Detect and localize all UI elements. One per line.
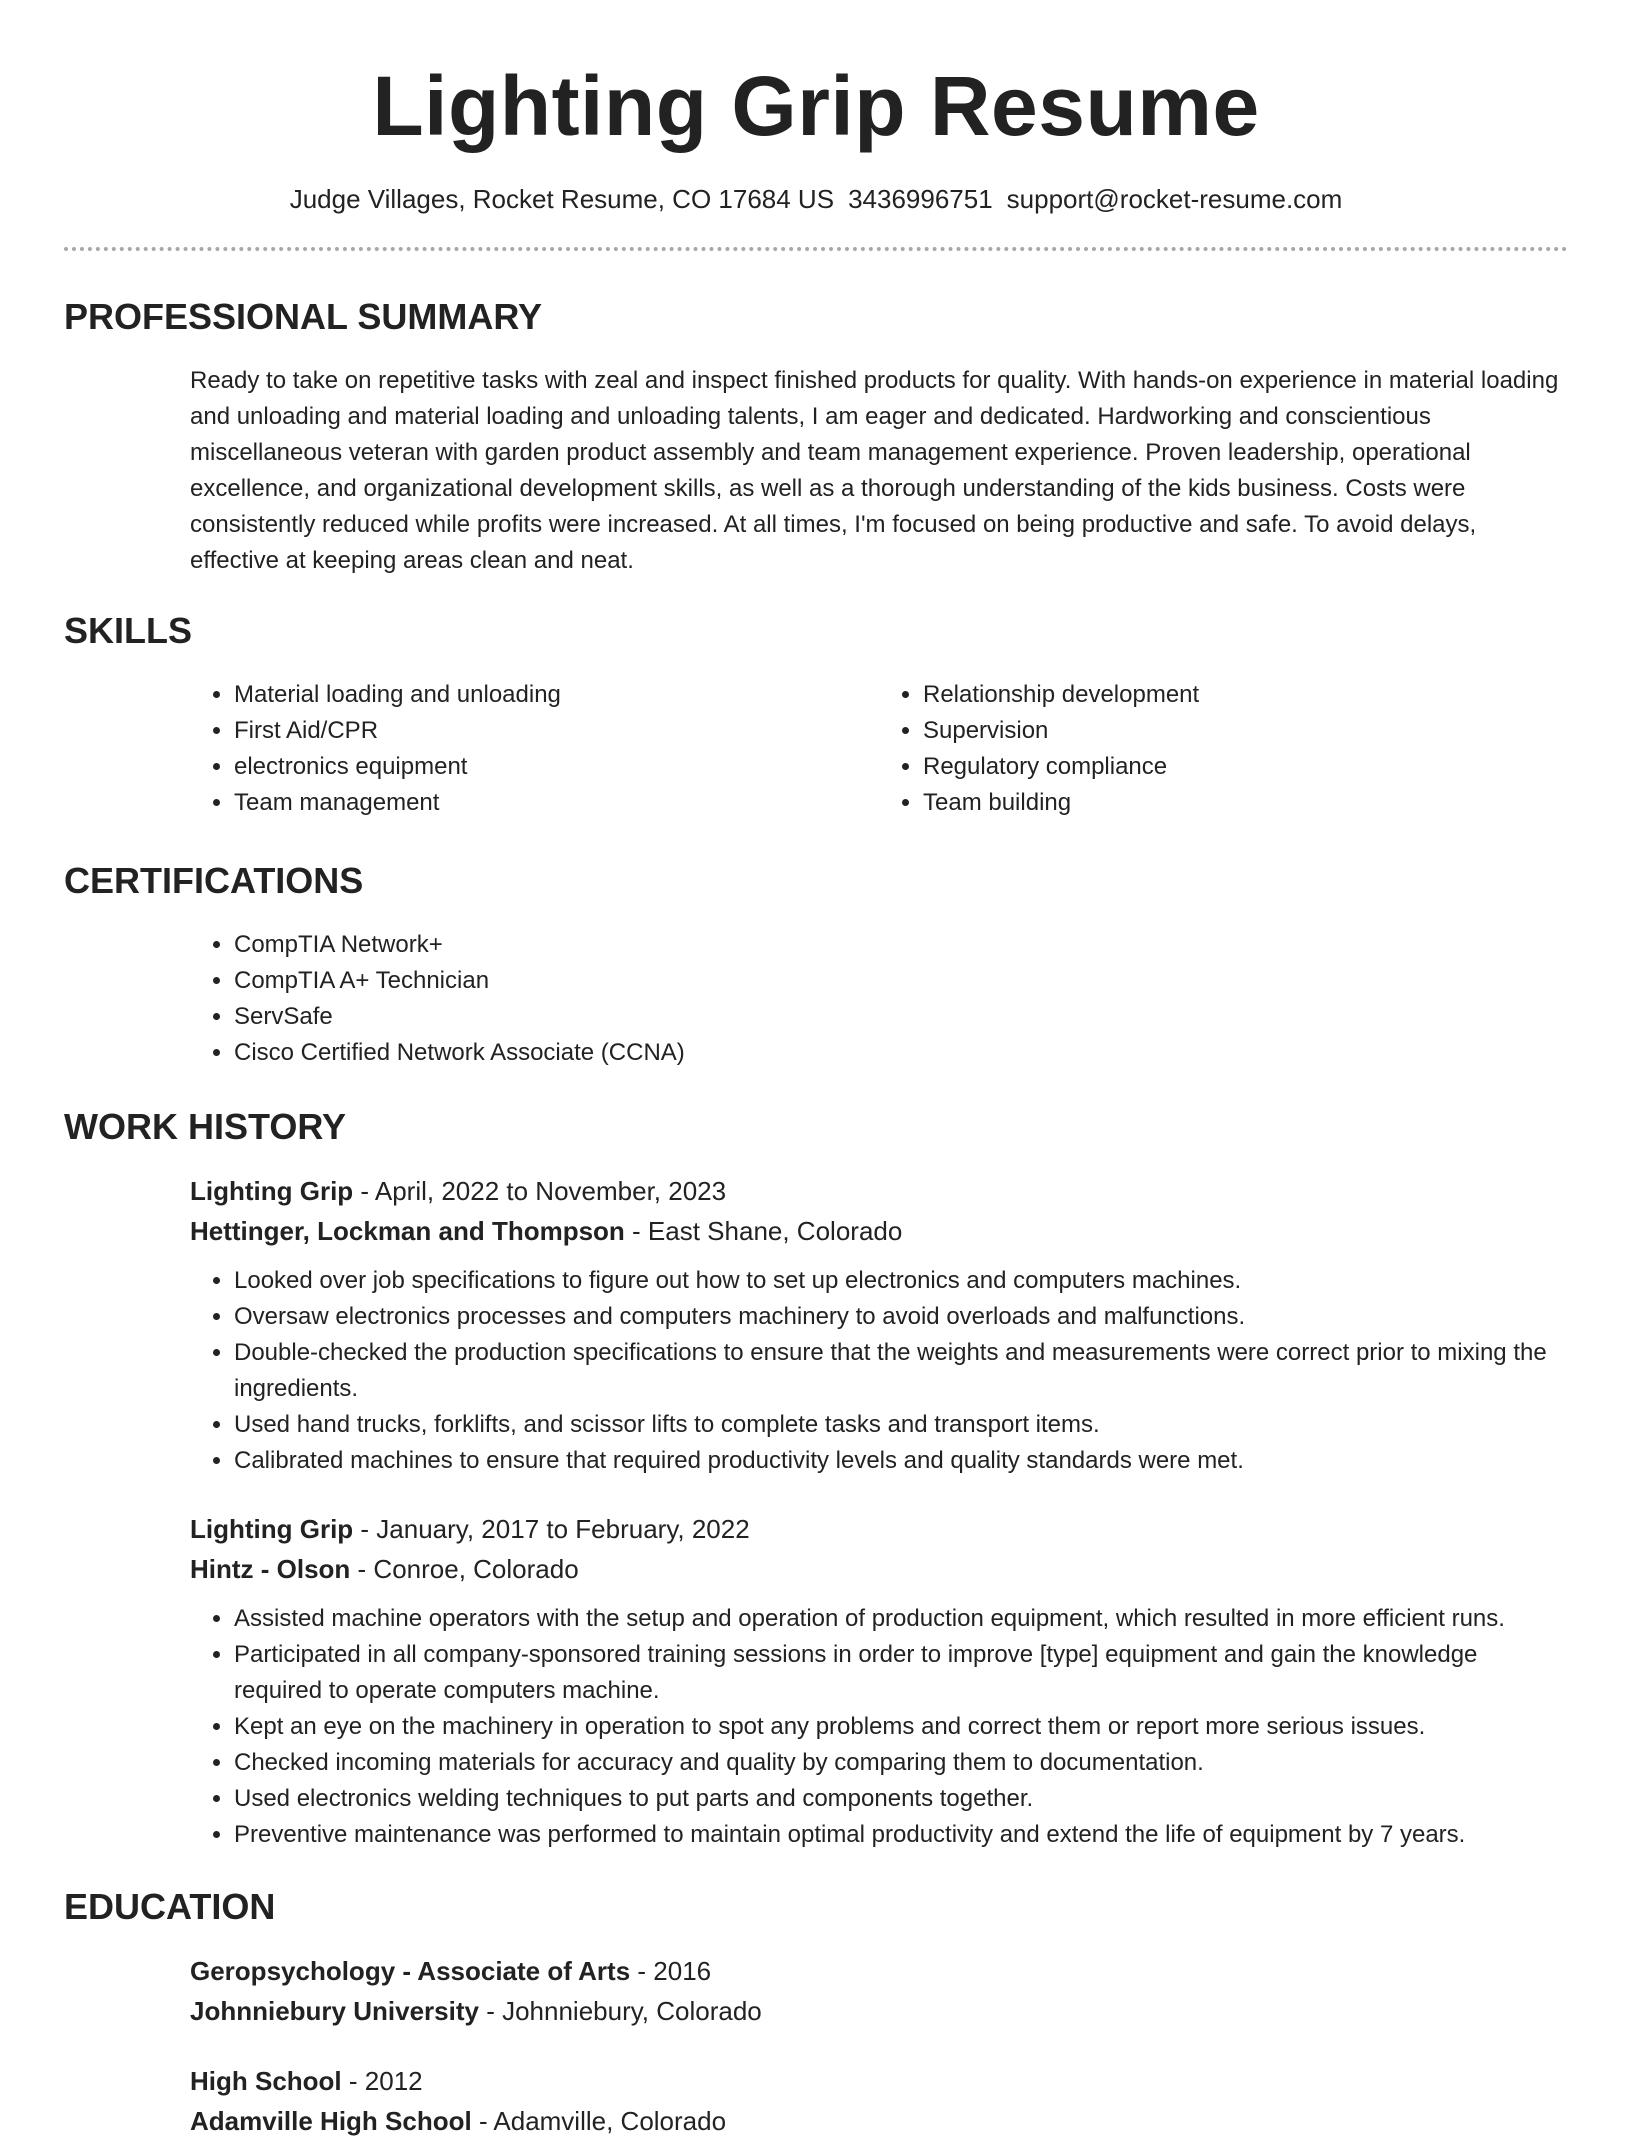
job-duty: • Participated in all company-sponsored training sessions in order to improve [type] equipment and gain the knowledge required to operate computers machine. [234, 1637, 1568, 1709]
education-heading: EDUCATION [64, 1886, 276, 1927]
skill-item: • Relationship development [923, 677, 1568, 713]
summary-heading: PROFESSIONAL SUMMARY [64, 296, 543, 337]
contact-address: Judge Villages, Rocket Resume, CO 17684 US [289, 184, 835, 214]
education-location: - Adamville, Colorado [471, 2106, 727, 2136]
job-duties [190, 1601, 1568, 1853]
certification-item: • Cisco Certified Network Associate (CCNA) [234, 1035, 1568, 1071]
education-school: Adamville High School [190, 2106, 472, 2136]
skills-list [190, 677, 1568, 821]
job-entry [64, 1171, 1568, 1479]
skill-item: • Material loading and unloading [234, 677, 879, 713]
certification-item: • CompTIA A+ Technician [234, 963, 1568, 999]
education-year: - 2016 [630, 1956, 712, 1986]
skill-item: • Team building [923, 785, 1568, 821]
certification-item: • ServSafe [234, 999, 1568, 1035]
job-company-line [190, 1211, 1568, 1251]
education-degree-line [190, 2061, 1568, 2101]
job-title-line [190, 1509, 1568, 1549]
job-location: - East Shane, Colorado [624, 1216, 903, 1246]
contact-email: support@rocket-resume.com [1006, 184, 1343, 214]
job-title: Lighting Grip [190, 1176, 354, 1206]
education-school-line [190, 1991, 1568, 2031]
certifications-heading: CERTIFICATIONS [64, 860, 364, 901]
job-duty: • Calibrated machines to ensure that required productivity levels and quality standards were met. [234, 1443, 1568, 1479]
contact-phone: 3436996751 [848, 184, 993, 214]
job-duty: • Used electronics welding techniques to put parts and components together. [234, 1781, 1568, 1817]
skill-item: • electronics equipment [234, 749, 879, 785]
contact-line [64, 181, 1568, 217]
job-dates: - January, 2017 to February, 2022 [353, 1514, 750, 1544]
education-year: - 2012 [341, 2066, 423, 2096]
education-degree: High School [190, 2066, 342, 2096]
certification-item: • CompTIA Network+ [234, 927, 1568, 963]
skills-heading: SKILLS [64, 610, 193, 651]
job-entry [64, 1509, 1568, 1853]
resume-page [64, 0, 1568, 2141]
work-history-heading: WORK HISTORY [64, 1106, 347, 1147]
education-school: Johnniebury University [190, 1996, 479, 2026]
job-duty: • Checked incoming materials for accuracy and quality by comparing them to documentation. [234, 1745, 1568, 1781]
education-location: - Johnniebury, Colorado [478, 1996, 762, 2026]
skills-column-right [879, 677, 1568, 821]
job-title: Lighting Grip [190, 1514, 354, 1544]
resume-title: Lighting Grip Resume [372, 59, 1260, 153]
skill-item: • Regulatory compliance [923, 749, 1568, 785]
job-duty: • Used hand trucks, forklifts, and scissor lifts to complete tasks and transport items. [234, 1407, 1568, 1443]
certifications-list [190, 927, 1568, 1071]
job-duty: • Oversaw electronics processes and computers machinery to avoid overloads and malfunctions. [234, 1299, 1568, 1335]
job-company-line [190, 1549, 1568, 1589]
job-title-line [190, 1171, 1568, 1211]
education-school-line [190, 2101, 1568, 2141]
skill-item: • First Aid/CPR [234, 713, 879, 749]
education-entry [64, 2061, 1568, 2141]
job-duty: • Assisted machine operators with the setup and operation of production equipment, which resulted in more efficient runs. [234, 1601, 1568, 1637]
job-duties [190, 1263, 1568, 1479]
education-degree: Geropsychology - Associate of Arts [190, 1956, 631, 1986]
skill-item: • Supervision [923, 713, 1568, 749]
job-duty: • Kept an eye on the machinery in operation to spot any problems and correct them or report more serious issues. [234, 1709, 1568, 1745]
education-degree-line [190, 1951, 1568, 1991]
job-duty: • Preventive maintenance was performed to maintain optimal productivity and extend the life of equipment by 7 years. [234, 1817, 1568, 1853]
skills-column-left [190, 677, 879, 821]
job-location: - Conroe, Colorado [350, 1554, 579, 1584]
skill-item: • Team management [234, 785, 879, 821]
job-dates: - April, 2022 to November, 2023 [353, 1176, 727, 1206]
education-entry [64, 1951, 1568, 2031]
job-duty: • Double-checked the production specifications to ensure that the weights and measurements were correct prior to mixing the ingredients. [234, 1335, 1568, 1407]
header-divider [64, 247, 1568, 251]
job-company: Hettinger, Lockman and Thompson [190, 1216, 625, 1246]
job-company: Hintz - Olson [190, 1554, 351, 1584]
summary-text: Ready to take on repetitive tasks with zeal and inspect finished products for quality. With hands-on experience in material loading and unloading and material loading and unloading talents, I am eager and dedicated. Hardworking and conscientious miscellaneous veteran with garden product assembly and team management experience. Proven leadership, operational excellence, and organizational development skills, as well as a thorough understanding of the kids business. Costs were consistently reduced while profits were increased. At all times, I'm focused on being productive and safe. To avoid delays, effective at keeping areas clean and neat. [190, 367, 1559, 574]
job-duty: • Looked over job specifications to figure out how to set up electronics and computers machines. [234, 1263, 1568, 1299]
